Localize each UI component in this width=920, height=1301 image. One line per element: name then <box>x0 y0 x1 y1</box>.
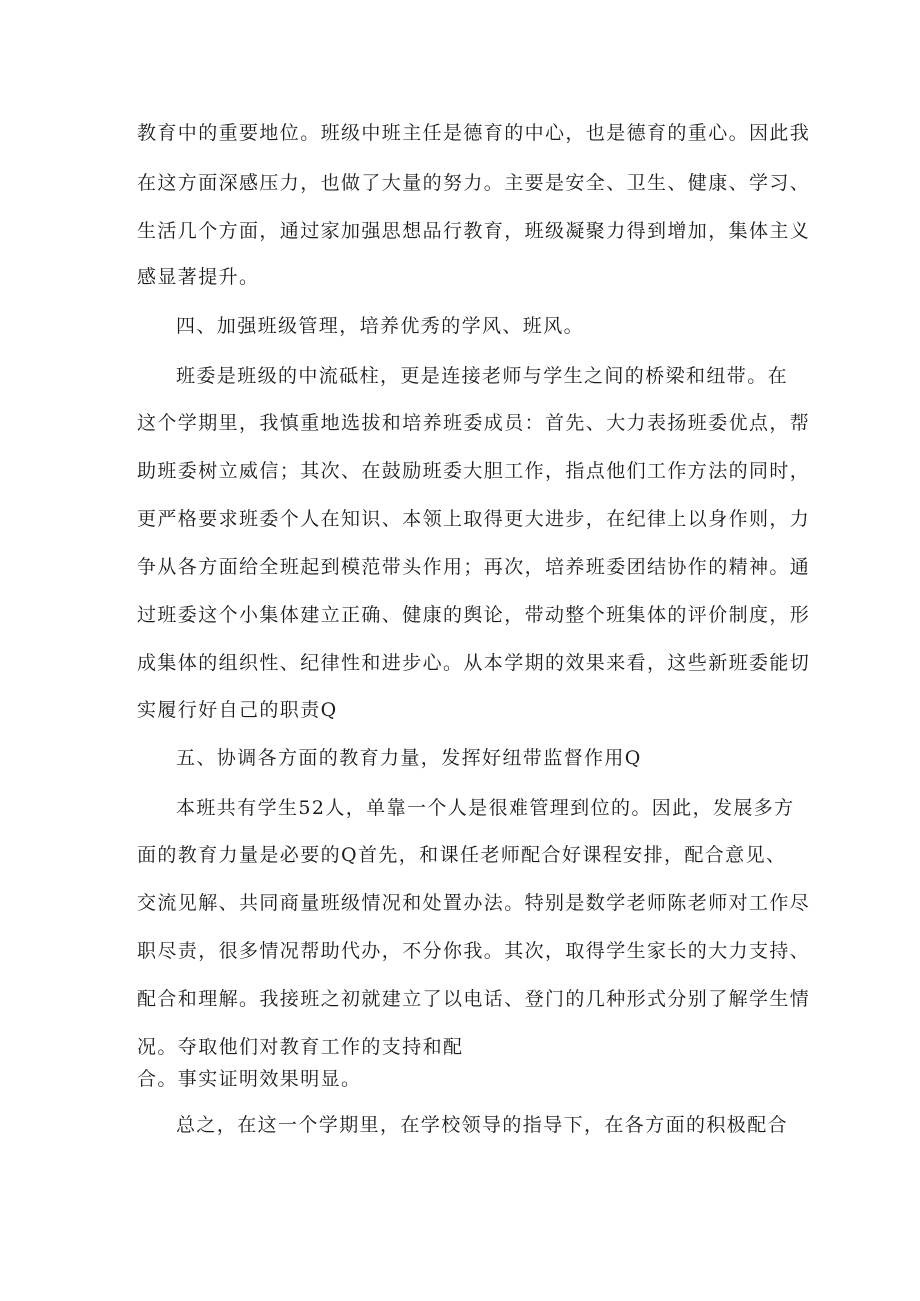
paragraph-line: 更严格要求班委个人在知识、本领上取得更大进步，在纪律上以身作则，力 <box>137 508 811 530</box>
paragraph-line: 职尽责，很多情况帮助代办，不分你我。其次，取得学生家长的大力支持、 <box>137 940 811 962</box>
paragraph-line: 这个学期里，我慎重地选拔和培养班委成员：首先、大力表扬班委优点，帮 <box>137 412 811 434</box>
paragraph-line: 成集体的组织性、纪律性和进步心。从本学期的效果来看，这些新班委能切 <box>137 652 811 674</box>
paragraph-line: 配合和理解。我接班之初就建立了以电话、登门的几种形式分别了解学生情 <box>137 988 811 1010</box>
paragraph-line: 况。夺取他们对教育工作的支持和配 <box>137 1036 464 1058</box>
paragraph-line: 在这方面深感压力，也做了大量的努力。主要是安全、卫生、健康、学习、 <box>137 172 811 194</box>
paragraph-line: 助班委树立威信；其次、在鼓励班委大胆工作，指点他们工作方法的同时， <box>137 460 811 482</box>
paragraph-line: 总之，在这一个学期里，在学校领导的指导下，在各方面的积极配合 <box>176 1114 789 1136</box>
section-heading: 四、加强班级管理，培养优秀的学风、班风。 <box>176 315 585 337</box>
paragraph-line: 争从各方面给全班起到模范带头作用；再次，培养班委团结协作的精神。通 <box>137 556 811 578</box>
paragraph-line: 班委是班级的中流砥柱，更是连接老师与学生之间的桥梁和纽带。在 <box>176 365 789 387</box>
paragraph-line: 感显著提升。 <box>137 266 260 288</box>
paragraph-line: 过班委这个小集体建立正确、健康的舆论，带动整个班集体的评价制度，形 <box>137 604 811 626</box>
paragraph-line: 生活几个方面，通过家加强思想品行教育，班级凝聚力得到增加，集体主义 <box>137 220 811 242</box>
paragraph-line: 交流见解、共同商量班级情况和处置办法。特别是数学老师陈老师对工作尽 <box>137 892 811 914</box>
section-heading: 五、协调各方面的教育力量，发挥好纽带监督作用Q <box>176 747 642 769</box>
paragraph-line: 合。事实证明效果明显。 <box>137 1068 362 1090</box>
paragraph-line: 教育中的重要地位。班级中班主任是德育的中心，也是德育的重心。因此我 <box>137 122 811 144</box>
paragraph-line: 实履行好自己的职责Q <box>137 699 338 721</box>
paragraph-line: 本班共有学生52人，单靠一个人是很难管理到位的。因此，发展多方 <box>176 797 795 819</box>
paragraph-line: 面的教育力量是必要的Q首先，和课任老师配合好课程安排，配合意见、 <box>137 844 787 866</box>
